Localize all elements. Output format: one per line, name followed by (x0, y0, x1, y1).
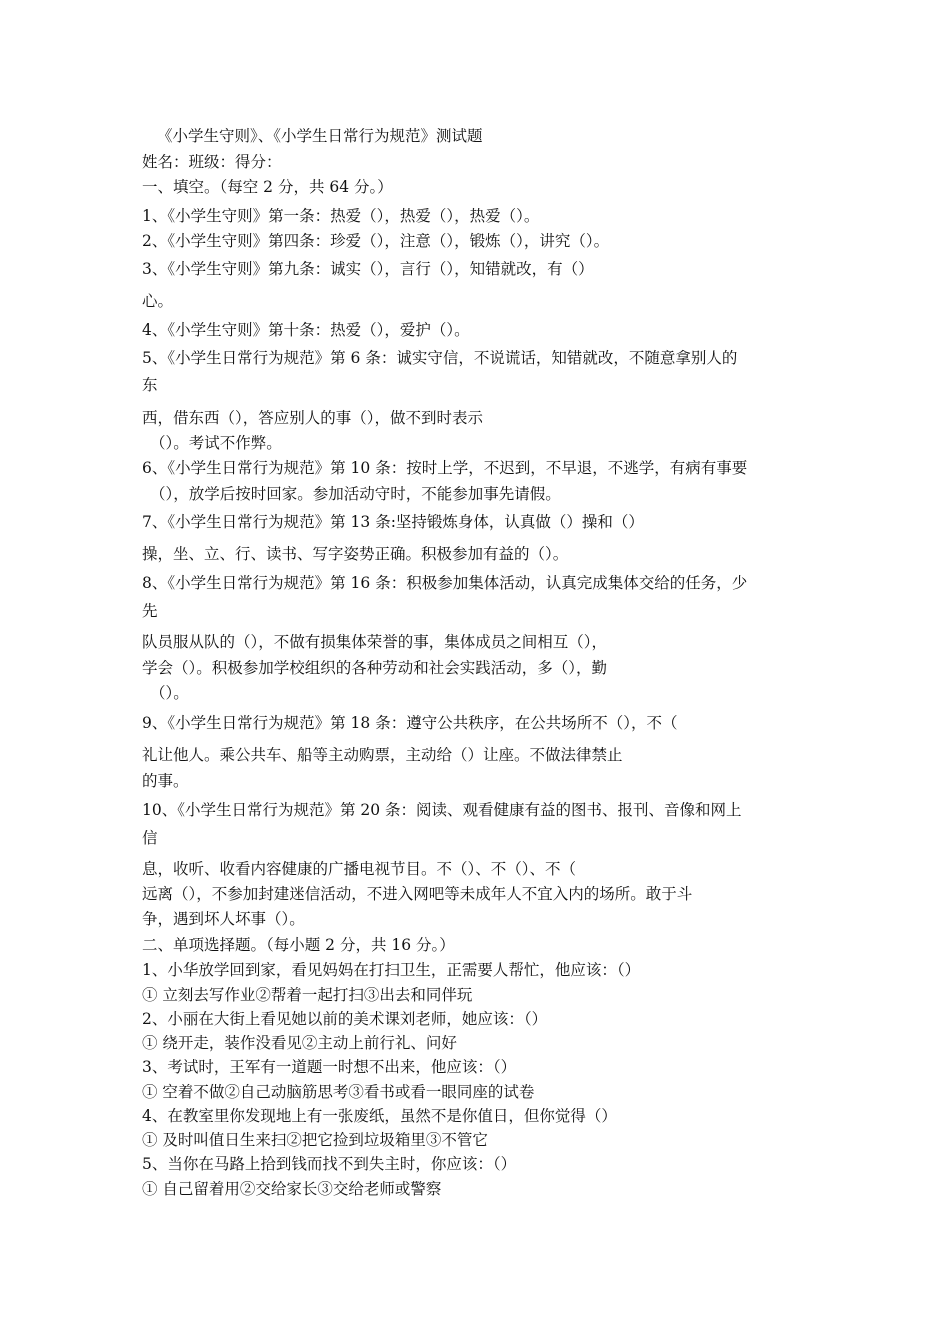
choice-question: 5、当你在马路上拾到钱而找不到失主时，你应该：（） (142, 1155, 517, 1173)
question-line: 学会（）。积极参加学校组织的各种劳动和社会实践活动，多（），勤 (142, 659, 608, 677)
question-line: 心。 (142, 292, 174, 310)
question-line: 的事。 (142, 772, 189, 790)
choice-question: 4、在教室里你发现地上有一张废纸，虽然不是你值日，但你觉得（） (142, 1107, 617, 1125)
question-line: 4、《小学生守则》第十条：热爱（），爱护（）。 (142, 321, 470, 339)
section2-heading: 二、单项选择题。（每小题 2 分，共 16 分。） (142, 936, 455, 954)
question-line: 远离（），不参加封建迷信活动，不进入网吧等未成年人不宜入内的场所。敢于斗 (142, 885, 693, 903)
question-line: 西，借东西（），答应别人的事（），做不到时表示 (142, 409, 484, 427)
question-line: 1、《小学生守则》第一条：热爱（），热爱（），热爱（）。 (142, 207, 540, 225)
question-line: 8、《小学生日常行为规范》第 16 条：积极参加集体活动，认真完成集体交给的任务，少 (142, 574, 748, 592)
question-line: 3、《小学生守则》第九条：诚实（），言行（），知错就改，有（） (142, 260, 594, 278)
question-line: 9、《小学生日常行为规范》第 18 条：遵守公共秩序，在公共场所不（），不（ (142, 714, 678, 732)
question-line: 东 (142, 376, 158, 394)
question-line: 5、《小学生日常行为规范》第 6 条：诚实守信，不说谎话，知错就改，不随意拿别人的 (142, 349, 738, 367)
question-line: 7、《小学生日常行为规范》第 13 条:坚持锻炼身体，认真做（）操和（） (142, 513, 644, 531)
question-line: 10、《小学生日常行为规范》第 20 条：阅读、观看健康有益的图书、报刊、音像和网上 (142, 801, 742, 819)
question-line: （），放学后按时回家。参加活动守时，不能参加事先请假。 (150, 485, 561, 503)
choice-options: ① 立刻去写作业②帮着一起打扫③出去和同伴玩 (142, 986, 473, 1004)
question-line: （）。考试不作弊。 (150, 434, 282, 452)
section1-heading: 一、填空。（每空 2 分，共 64 分。） (142, 178, 393, 196)
question-line: 信 (142, 829, 158, 847)
student-info-line: 姓名：班级：得分： (142, 153, 282, 171)
question-line: 操，坐、立、行、读书、写字姿势正确。积极参加有益的（）。 (142, 545, 569, 563)
question-line: 礼让他人。乘公共车、船等主动购票，主动给（）让座。不做法律禁止 (142, 746, 623, 764)
question-line: （）。 (150, 684, 189, 702)
choice-options: ① 空着不做②自己动脑筋思考③看书或看一眼同座的试卷 (142, 1083, 535, 1101)
question-line: 息，收听、收看内容健康的广播电视节目。不（）、不（）、不（ (142, 860, 577, 878)
choice-options: ① 及时叫值日生来扫②把它捡到垃圾箱里③不管它 (142, 1131, 488, 1149)
question-line: 先 (142, 602, 158, 620)
choice-question: 3、考试时，王军有一道题一时想不出来，他应该：（） (142, 1058, 517, 1076)
choice-options: ① 绕开走，装作没看见②主动上前行礼、问好 (142, 1034, 457, 1052)
document-title: 《小学生守则》、《小学生日常行为规范》测试题 (157, 127, 483, 145)
question-line: 2、《小学生守则》第四条：珍爱（），注意（），锻炼（），讲究（）。 (142, 232, 610, 250)
question-line: 6、《小学生日常行为规范》第 10 条：按时上学，不迟到，不早退，不逃学，有病有事要 (142, 459, 748, 477)
question-line: 队员服从队的（），不做有损集体荣誉的事，集体成员之间相互（）， (142, 633, 608, 651)
choice-question: 2、小丽在大街上看见她以前的美术课刘老师，她应该：（） (142, 1010, 548, 1028)
choice-options: ① 自己留着用②交给家长③交给老师或警察 (142, 1180, 442, 1198)
choice-question: 1、小华放学回到家，看见妈妈在打扫卫生，正需要人帮忙，他应该：（） (142, 961, 641, 979)
question-line: 争，遇到坏人坏事（）。 (142, 910, 305, 928)
